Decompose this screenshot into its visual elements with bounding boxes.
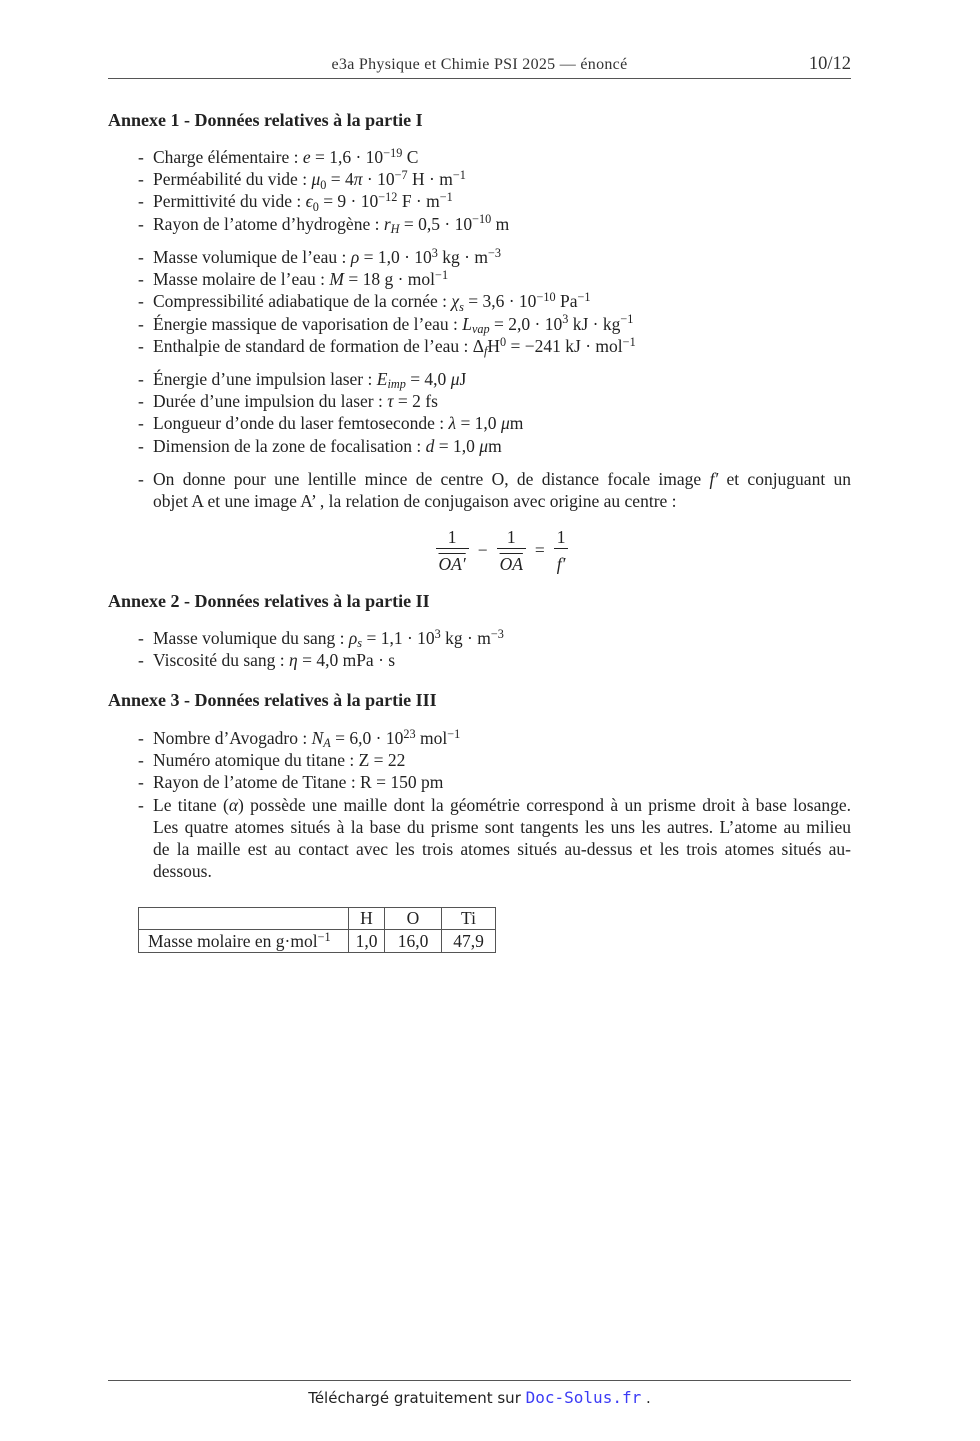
- text-line: [153, 649, 851, 671]
- text-run: Viscosité du sang :: [153, 650, 290, 671]
- text-run: Masse molaire en g·mol: [148, 931, 318, 951]
- text-line: [153, 246, 851, 268]
- text-run: J: [459, 369, 467, 389]
- math-symbol: μ: [311, 169, 321, 190]
- exponent: −1: [317, 929, 331, 944]
- bullet-dash: -: [138, 147, 144, 167]
- text-run: mol: [415, 728, 448, 748]
- exponent: 23: [403, 726, 416, 741]
- column-header: Ti: [442, 908, 496, 930]
- numerator: 1: [556, 527, 566, 547]
- text-line: [153, 468, 851, 490]
- subscript: A: [323, 736, 331, 751]
- exponent: −10: [536, 290, 556, 305]
- text-run: m: [491, 213, 510, 234]
- list-item: [108, 390, 851, 412]
- text-run: · 10: [362, 169, 395, 190]
- list-item: [108, 771, 851, 793]
- bullet-dash: -: [138, 628, 144, 648]
- text-run: Nombre d’Avogadro :: [153, 728, 312, 748]
- list-item: [108, 468, 851, 512]
- math-symbol: e: [302, 147, 311, 167]
- annexe-1-title: Annexe 1 - Données relatives à la partie I: [108, 110, 423, 130]
- doc-solus-link[interactable]: Doc-Solus.fr: [525, 1388, 642, 1407]
- denominator: [497, 548, 526, 575]
- text-run: = 2,0 · 10: [489, 313, 563, 334]
- bullet-dash: -: [138, 435, 144, 456]
- text-run: m: [509, 413, 524, 434]
- exponent: −10: [472, 212, 492, 227]
- math-symbol: α: [228, 794, 239, 815]
- text-run: Longueur d’onde du laser femtoseconde :: [153, 413, 449, 434]
- lens-conjugation-formula: [153, 526, 851, 575]
- text-run: = 4,0 mPa · s: [297, 650, 396, 671]
- empty-header-cell: [139, 908, 349, 930]
- exponent: −7: [394, 168, 408, 183]
- annexe-3-title: Annexe 3 - Données relatives à la partie III: [108, 690, 437, 710]
- math-symbol: χ: [451, 291, 460, 312]
- table-cell: 16,0: [385, 930, 442, 953]
- subscript: H: [390, 222, 400, 237]
- text-run: Durée d’une impulsion du laser :: [153, 391, 388, 412]
- subscript: imp: [387, 377, 406, 392]
- bullet-dash: -: [138, 369, 144, 389]
- table-header-row: [139, 908, 496, 930]
- text-line: [153, 190, 851, 212]
- text-run: Le titane (: [153, 794, 229, 815]
- bullet-dash: -: [138, 269, 144, 290]
- text-run: Enthalpie de standard de formation de l’eau : Δ: [153, 335, 484, 356]
- algebraic-measure: OA′: [438, 554, 466, 574]
- subscript: 0: [312, 199, 319, 214]
- list-item: [108, 313, 851, 335]
- text-run: = 1,6 · 10: [310, 147, 384, 167]
- numerator: 1: [447, 527, 457, 547]
- text-run: Permittivité du vide :: [153, 191, 306, 212]
- text-run: = 0,5 · 10: [399, 213, 473, 234]
- bullet-dash: -: [138, 191, 144, 212]
- exponent: 3: [562, 312, 569, 327]
- math-symbol: E: [376, 369, 388, 389]
- text-run: = 9 · 10: [318, 191, 379, 212]
- bullet-dash: -: [138, 413, 144, 434]
- math-symbol: ρ: [350, 247, 360, 267]
- bullet-dash: -: [138, 794, 144, 815]
- math-symbol: τ: [387, 391, 394, 412]
- fraction: [497, 526, 526, 575]
- text-line: [153, 335, 851, 357]
- column-header: O: [385, 908, 442, 930]
- list-item: [108, 649, 851, 671]
- fraction: [554, 526, 569, 575]
- footer-rule: [108, 1380, 851, 1381]
- column-header: H: [349, 908, 385, 930]
- text-run: Les quatre atomes situés à la base du prisme sont tangents les uns les autres. L’atome au milieu: [153, 816, 851, 837]
- subscript: f: [484, 344, 488, 359]
- subscript: s: [357, 636, 363, 651]
- math-symbol: M: [329, 269, 344, 290]
- table-row: [139, 930, 496, 953]
- list-item: [108, 335, 851, 357]
- math-symbol: ϵ: [305, 191, 313, 212]
- text-run: Charge élémentaire :: [153, 147, 303, 167]
- text-line: [153, 290, 851, 312]
- text-run: = 3,6 · 10: [463, 291, 537, 312]
- footer-end: .: [641, 1389, 651, 1407]
- bullet-dash: -: [138, 469, 144, 489]
- text-run: = 4: [326, 169, 354, 190]
- math-symbol: μ: [500, 413, 510, 434]
- text-run: Rayon de l’atome d’hydrogène :: [153, 213, 384, 234]
- text-line: [153, 860, 851, 882]
- annexe-1-water-data-list: [108, 246, 851, 357]
- text-run: = 1,0 · 10: [359, 247, 432, 267]
- subscript: 0: [320, 177, 327, 192]
- list-item: [108, 213, 851, 235]
- math-symbol: π: [353, 169, 363, 190]
- text-run: objet A et une image A’ , la relation de conjugaison avec origine au centre :: [153, 491, 677, 512]
- fraction: [436, 526, 469, 575]
- text-run: = 2 fs: [393, 391, 438, 412]
- table-cell: 1,0: [349, 930, 385, 953]
- text-run: Numéro atomique du titane : Z = 22: [153, 750, 406, 771]
- list-item: [108, 246, 851, 268]
- exponent: −12: [378, 190, 398, 205]
- list-item: [108, 627, 851, 649]
- numerator: 1: [506, 527, 516, 547]
- exponent: −1: [447, 726, 461, 741]
- math-symbol: η: [289, 650, 298, 671]
- bullet-dash: -: [138, 313, 144, 334]
- footer: [108, 1388, 851, 1408]
- list-item: [108, 727, 851, 749]
- exponent: −3: [488, 245, 502, 260]
- text-line: [153, 771, 851, 793]
- list-item: [108, 190, 851, 212]
- page-number: 10/12: [808, 54, 851, 74]
- bullet-dash: -: [138, 728, 144, 748]
- list-item: [108, 268, 851, 290]
- text-line: [153, 368, 851, 390]
- list-item: [108, 368, 851, 390]
- text-run: = −241 kJ · mol: [506, 335, 623, 356]
- text-line: [153, 816, 851, 838]
- text-line: [153, 727, 851, 749]
- text-line: [153, 490, 851, 512]
- text-run: Pa: [555, 291, 578, 312]
- text-run: = 18 g · mol: [343, 269, 436, 290]
- exponent: −1: [622, 334, 636, 349]
- text-run: On donne pour une lentille mince de centre O, de distance focale image: [153, 469, 710, 489]
- text-line: [153, 435, 851, 457]
- bullet-dash: -: [138, 772, 144, 793]
- subscript: s: [459, 299, 464, 314]
- text-run: kg · m: [437, 247, 488, 267]
- exponent: −1: [439, 190, 453, 205]
- text-run: Masse volumique de l’eau :: [153, 247, 351, 267]
- exponent: −3: [490, 626, 504, 641]
- text-run: Rayon de l’atome de Titane : R = 150 pm: [153, 772, 444, 793]
- text-run: Masse molaire de l’eau :: [153, 269, 330, 290]
- exponent: 3: [434, 626, 441, 641]
- text-run: m: [488, 435, 502, 456]
- math-symbol: f′: [709, 469, 719, 489]
- text-line: [153, 146, 851, 168]
- list-item: [108, 290, 851, 312]
- list-item: [108, 146, 851, 168]
- text-line: [153, 749, 851, 771]
- text-run: = 1,1 · 10: [362, 628, 435, 648]
- math-symbol: N: [311, 728, 324, 748]
- annexe-2-title: Annexe 2 - Données relatives à la partie II: [108, 591, 430, 611]
- text-run: Énergie d’une impulsion laser :: [153, 369, 377, 389]
- text-run: = 1,0: [434, 435, 480, 456]
- text-run: kg · m: [440, 628, 491, 648]
- math-symbol: μ: [450, 369, 460, 389]
- text-run: H · m: [407, 169, 453, 190]
- text-run: Énergie massique de vaporisation de l’eau :: [153, 313, 463, 334]
- molar-mass-table: [138, 907, 496, 953]
- bullet-dash: -: [138, 247, 144, 267]
- text-line: [153, 627, 851, 649]
- text-line: [153, 794, 851, 816]
- text-run: Dimension de la zone de focalisation :: [153, 435, 426, 456]
- annexe-1-lens-list: [108, 468, 851, 512]
- math-symbol: d: [425, 435, 435, 456]
- bullet-dash: -: [138, 291, 144, 312]
- bullet-dash: -: [138, 650, 144, 671]
- text-run: = 6,0 · 10: [330, 728, 404, 748]
- text-line: [153, 313, 851, 335]
- bullet-dash: -: [138, 391, 144, 412]
- denominator: f′: [554, 548, 569, 575]
- list-item: [108, 749, 851, 771]
- bullet-dash: -: [138, 213, 144, 234]
- exponent: −1: [620, 312, 634, 327]
- subscript: vap: [471, 322, 490, 337]
- text-line: [153, 412, 851, 434]
- header-rule: [108, 78, 851, 79]
- exponent: 0: [500, 334, 507, 349]
- annexe-1-laser-data-list: [108, 368, 851, 457]
- text-run: C: [402, 147, 419, 167]
- text-run: ) possède une maille dont la géométrie correspond à un prisme droit à base losange.: [238, 794, 851, 815]
- text-run: dessous.: [153, 861, 212, 882]
- exponent: −1: [452, 168, 466, 183]
- text-run: Perméabilité du vide :: [153, 169, 312, 190]
- math-symbol: r: [383, 213, 391, 234]
- list-item: [108, 435, 851, 457]
- math-symbol: μ: [479, 435, 489, 456]
- footer-text: Téléchargé gratuitement sur: [308, 1389, 526, 1407]
- denominator: [436, 548, 469, 575]
- text-run: Masse volumique du sang :: [153, 628, 349, 648]
- text-run: de la maille est au contact avec les trois atomes situés au-dessus et les trois atomes situés au-: [153, 839, 851, 860]
- bullet-dash: -: [138, 750, 144, 771]
- minus-operator: −: [477, 540, 488, 561]
- list-item: [108, 168, 851, 190]
- running-header-title: e3a Physique et Chimie PSI 2025 — énoncé: [331, 56, 628, 73]
- text-run: F · m: [397, 191, 440, 212]
- bullet-dash: -: [138, 169, 144, 190]
- list-item: [108, 794, 851, 883]
- equals-operator: =: [534, 540, 545, 561]
- text-line: [153, 390, 851, 412]
- text-run: et conjuguant un: [718, 469, 851, 489]
- text-run: = 1,0: [456, 413, 501, 434]
- text-line: [153, 268, 851, 290]
- text-run: = 4,0: [405, 369, 451, 389]
- text-line: [153, 168, 851, 190]
- math-symbol: L: [462, 313, 472, 334]
- list-item: [108, 412, 851, 434]
- text-run: H: [487, 335, 501, 356]
- exponent: −1: [435, 268, 449, 283]
- bullet-dash: -: [138, 335, 144, 356]
- text-run: kJ · kg: [568, 313, 621, 334]
- annexe-3-titanium-data-list: [108, 727, 851, 882]
- exponent: −19: [383, 145, 403, 160]
- exponent: 3: [431, 245, 438, 260]
- exponent: −1: [577, 290, 591, 305]
- table-cell: 47,9: [442, 930, 496, 953]
- annexe-2-blood-data-list: [108, 627, 851, 671]
- math-symbol: λ: [448, 413, 457, 434]
- text-line: [153, 838, 851, 860]
- algebraic-measure: OA: [499, 554, 523, 574]
- text-run: Compressibilité adiabatique de la cornée :: [153, 291, 452, 312]
- row-label: [139, 930, 349, 953]
- text-line: [153, 213, 851, 235]
- annexe-1-constants-list: [108, 146, 851, 235]
- math-symbol: ρ: [348, 628, 358, 648]
